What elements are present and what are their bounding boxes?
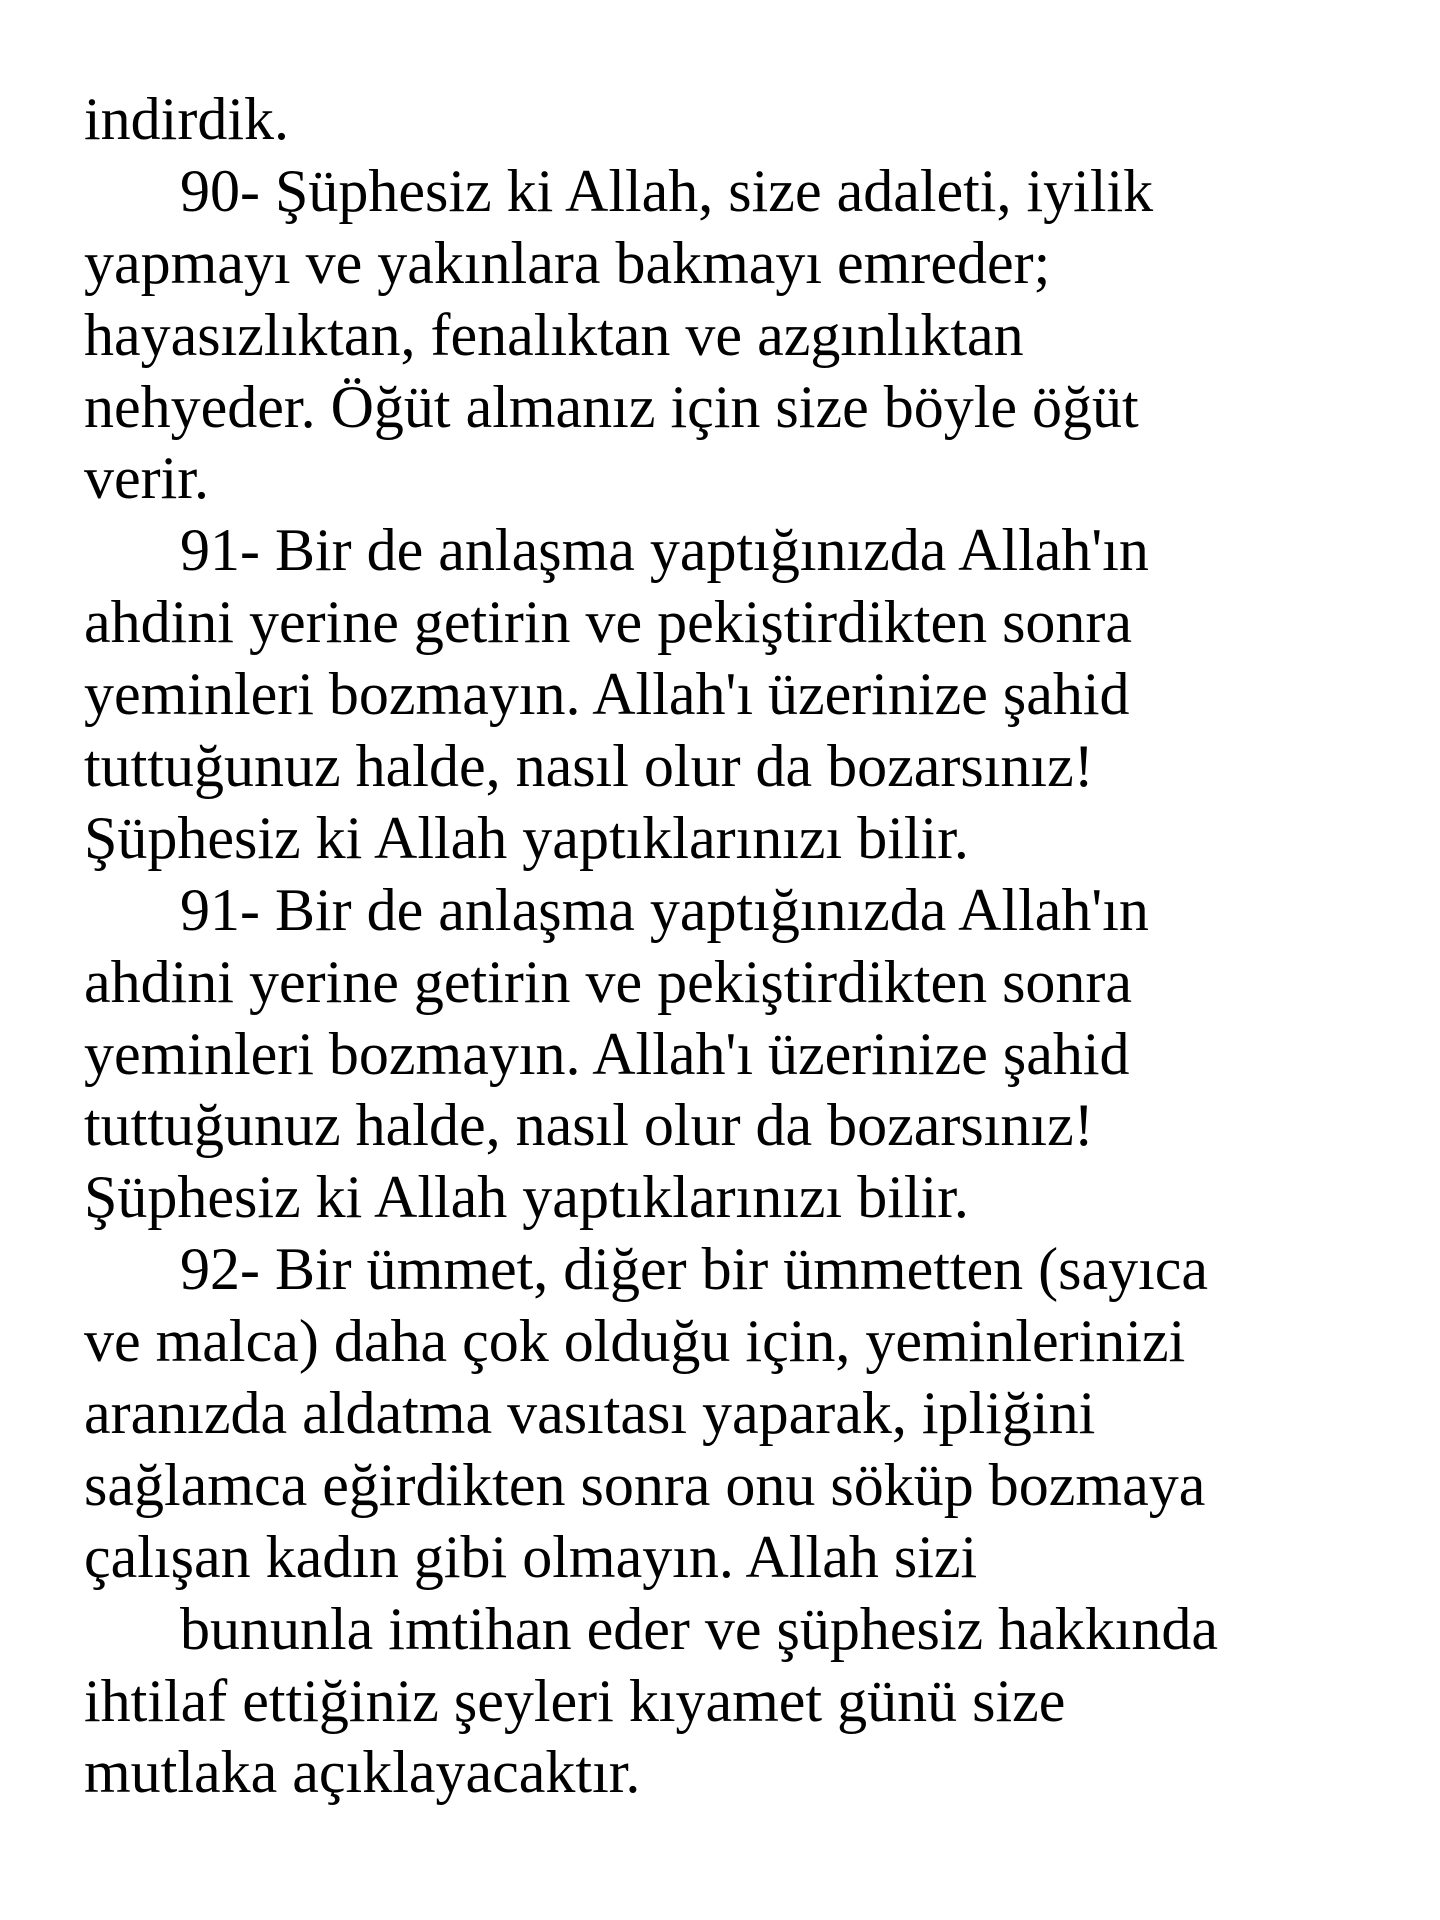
text-line: 90- Şüphesiz ki Allah, size adaleti, iyilik [180,157,1154,224]
text-line: Şüphesiz ki Allah yaptıklarınızı bilir. [84,1164,969,1231]
text-line: mutlaka açıklayacaktır. [84,1739,641,1806]
text-line: yeminleri bozmayın. Allah'ı üzerinize şahid [84,661,1130,728]
document-text [84,84,1384,1809]
text-line: ahdini yerine getirin ve pekiştirdikten sonra [84,948,1133,1015]
text-line: sağlamca eğirdikten sonra onu söküp bozmaya [84,1451,1206,1518]
text-line: 91- Bir de anlaşma yaptığınızda Allah'ın [180,517,1149,584]
text-line: hayasızlıktan, fenalıktan ve azgınlıktan [84,301,1024,368]
text-line: ahdini yerine getirin ve pekiştirdikten sonra [84,589,1133,656]
text-line: nehyeder. Öğüt almanız için size böyle öğüt [84,373,1139,440]
text-line: Şüphesiz ki Allah yaptıklarınızı bilir. [84,804,969,871]
text-line: indirdik. [84,86,289,152]
text-line: verir. [84,445,209,512]
text-line: 91- Bir de anlaşma yaptığınızda Allah'ın [180,876,1149,943]
text-line: çalışan kadın gibi olmayın. Allah sizi [84,1523,978,1590]
text-line: tuttuğunuz halde, nasıl olur da bozarsınız! [84,733,1094,800]
text-line: aranızda aldatma vasıtası yaparak, ipliğini [84,1380,1096,1447]
text-line: ve malca) daha çok olduğu için, yeminlerinizi [84,1308,1186,1375]
text-line: yeminleri bozmayın. Allah'ı üzerinize şahid [84,1020,1130,1087]
text-line: ihtilaf ettiğiniz şeyleri kıyamet günü size [84,1667,1066,1734]
text-line: yapmayı ve yakınlara bakmayı emreder; [84,229,1051,296]
text-line: 92- Bir ümmet, diğer bir ümmetten (sayıca [180,1236,1209,1303]
text-line: tuttuğunuz halde, nasıl olur da bozarsınız! [84,1092,1094,1159]
text-line: bununla imtihan eder ve şüphesiz hakkında [180,1595,1219,1662]
